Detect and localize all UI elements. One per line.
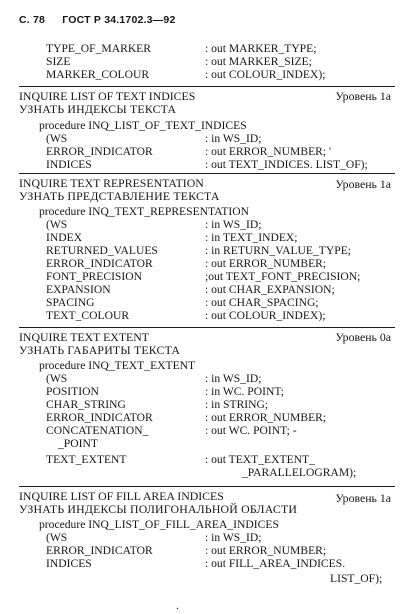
param-name: POSITION: [46, 385, 99, 398]
section-level: Уровень 1a: [335, 177, 391, 191]
param-row: [0, 244, 411, 257]
param-name-continuation: _POINT: [58, 437, 98, 450]
procedure-name: procedure INQ_TEXT_REPRESENTATION: [39, 205, 249, 218]
param-type: : out TEXT_INDICES. LIST_OF);: [205, 158, 368, 171]
section-title-ru: УЗНАТЬ ИНДЕКСЫ ТЕКСТА: [19, 102, 177, 116]
page-number: С. 78: [19, 14, 46, 26]
param-row: [0, 68, 411, 81]
param-row: [0, 411, 411, 424]
param-name: TEXT_EXTENT: [46, 453, 127, 466]
section-divider: [19, 86, 395, 87]
section-level: Уровень 1a: [335, 89, 391, 103]
param-name: ERROR_INDICATOR: [46, 145, 153, 158]
param-row: [0, 466, 411, 479]
param-row: [0, 270, 411, 283]
param-row: [0, 132, 411, 145]
param-name: SPACING: [46, 296, 95, 309]
param-name: ERROR_INDICATOR: [46, 544, 153, 557]
param-type: : out COLOUR_INDEX);: [205, 68, 326, 81]
section-divider: [19, 486, 395, 487]
section-title: INQUIRE TEXT EXTENT: [19, 330, 149, 344]
param-row: [0, 145, 411, 158]
param-type: : in WS_ID;: [205, 132, 262, 145]
param-name: INDEX: [46, 231, 83, 244]
param-name: CONCATENATION_: [46, 424, 149, 437]
param-type: : out ERROR_NUMBER;: [205, 257, 327, 270]
param-row: [0, 296, 411, 309]
param-type: : out CHAR_EXPANSION;: [205, 283, 335, 296]
param-name: ERROR_INDICATOR: [46, 411, 153, 424]
param-type: : out TEXT_EXTENT_: [205, 453, 315, 466]
procedure-name: procedure INQ_LIST_OF_FILL_AREA_INDICES: [39, 518, 279, 531]
param-row: [0, 372, 411, 385]
param-name: (WS: [46, 531, 68, 544]
param-type: : in STRING;: [205, 398, 269, 411]
param-type: : out MARKER_TYPE;: [205, 42, 317, 55]
section-divider: [19, 327, 395, 328]
param-type: : in RETURN_VALUE_TYPE;: [205, 244, 351, 257]
param-name: (WS: [46, 372, 68, 385]
param-row: [0, 42, 411, 55]
param-row: [0, 398, 411, 411]
param-row: [0, 531, 411, 544]
param-type: : in WS_ID;: [205, 218, 262, 231]
param-type: : out ERROR_NUMBER;: [205, 544, 327, 557]
param-type: : out COLOUR_INDEX);: [205, 309, 326, 322]
param-name: ERROR_INDICATOR: [46, 257, 153, 270]
param-type: : out ERROR_NUMBER; ': [205, 145, 332, 158]
section-title-ru: УЗНАТЬ ПРЕДСТАВЛЕНИЕ ТЕКСТА: [19, 189, 220, 203]
param-type: : in WS_ID;: [205, 531, 262, 544]
section-title-ru: УЗНАТЬ ИНДЕКСЫ ПОЛИГОНАЛЬНОЙ ОБЛАСТИ: [19, 502, 298, 516]
param-type: : out MARKER_SIZE;: [205, 55, 312, 68]
param-type-continuation: LIST_OF);: [330, 572, 383, 585]
param-name: FONT_PRECISION: [46, 270, 142, 283]
param-row: [0, 218, 411, 231]
param-row: [0, 158, 411, 171]
print-mark: .: [176, 598, 179, 612]
param-row: [0, 453, 411, 466]
param-type: : out FILL_AREA_INDICES.: [205, 557, 346, 570]
param-type-continuation: _PARALLELOGRAM);: [242, 466, 357, 479]
section-title-ru: УЗНАТЬ ГАБАРИТЫ ТЕКСТА: [19, 343, 181, 357]
param-row: [0, 572, 411, 585]
param-name: CHAR_STRING: [46, 398, 126, 411]
param-name: TEXT_COLOUR: [46, 309, 130, 322]
param-type: : out ERROR_NUMBER;: [205, 411, 327, 424]
param-name: INDICES: [46, 158, 92, 171]
param-row: [0, 424, 411, 437]
param-row: [0, 437, 411, 450]
section-level: Уровень 0a: [335, 330, 391, 344]
param-type: : in WC. POINT;: [205, 385, 285, 398]
param-row: [0, 544, 411, 557]
param-name: SIZE: [46, 55, 71, 68]
section-divider: [19, 173, 395, 174]
param-name: EXPANSION: [46, 283, 111, 296]
param-row: [0, 309, 411, 322]
section-title: INQUIRE LIST OF FILL AREA INDICES: [19, 489, 224, 503]
param-name: MARKER_COLOUR: [46, 68, 150, 81]
param-name: TYPE_OF_MARKER: [46, 42, 152, 55]
section-level: Уровень 1a: [335, 491, 391, 505]
section-title: INQUIRE LIST OF TEXT INDICES: [19, 89, 196, 103]
param-name: INDICES: [46, 557, 92, 570]
param-row: [0, 231, 411, 244]
param-name: (WS: [46, 218, 68, 231]
param-row: [0, 385, 411, 398]
param-name: RETURNED_VALUES: [46, 244, 158, 257]
param-row: [0, 557, 411, 570]
param-type: : in TEXT_INDEX;: [205, 231, 298, 244]
param-type: ;out TEXT_FONT_PRECISION;: [205, 270, 361, 283]
param-name: (WS: [46, 132, 68, 145]
param-type: : in WS_ID;: [205, 372, 262, 385]
param-type: : out WC. POINT; -: [205, 424, 297, 437]
standard-code: ГОСТ Р 34.1702.3—92: [62, 14, 176, 26]
param-row: [0, 55, 411, 68]
param-type: : out CHAR_SPACING;: [205, 296, 319, 309]
section-title: INQUIRE TEXT REPRESENTATION: [19, 176, 204, 190]
page-header: [19, 14, 175, 26]
procedure-name: procedure INQ_TEXT_EXTENT: [39, 359, 196, 372]
param-row: [0, 283, 411, 296]
procedure-name: procedure INQ_LIST_OF_TEXT_INDICES: [39, 119, 247, 132]
param-row: [0, 257, 411, 270]
